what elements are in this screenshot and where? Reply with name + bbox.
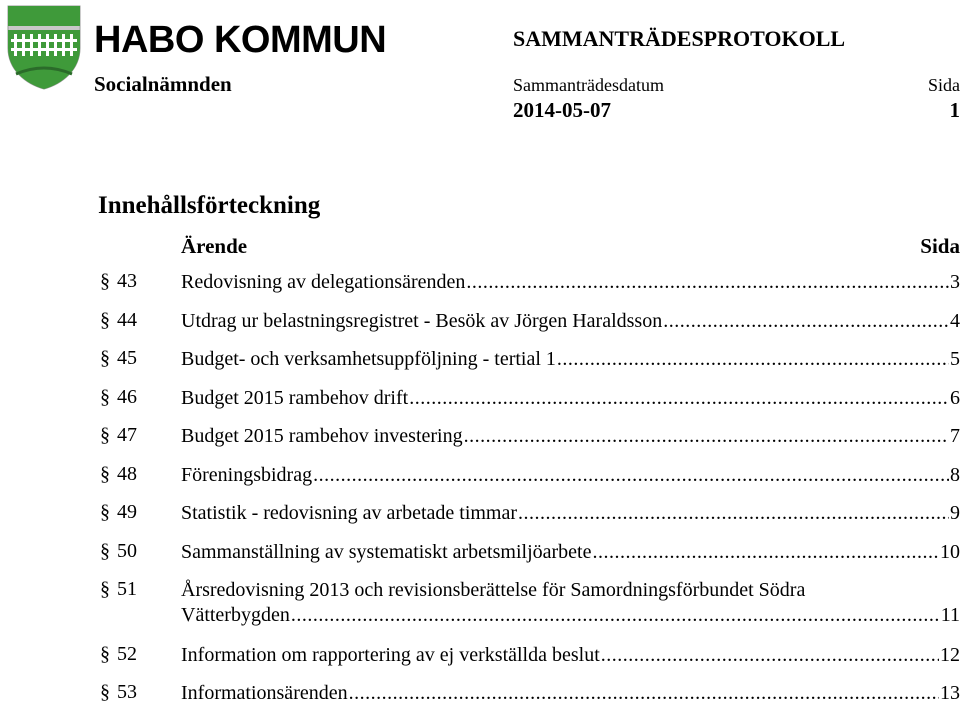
toc-item-title: Vätterbygden	[181, 604, 290, 626]
meeting-date-label: Sammanträdesdatum	[513, 75, 664, 95]
section-symbol: §	[100, 385, 110, 408]
section-symbol: §	[100, 681, 110, 703]
toc-item-title: Budget- och verksamhetsuppföljning - tertial 1	[181, 348, 556, 370]
toc-item-page: 3	[950, 271, 960, 293]
toc-row[interactable]	[0, 681, 960, 720]
toc-item-title: Utdrag ur belastningsregistret - Besök av Jörgen Haraldsson	[181, 309, 663, 332]
toc-item-number: 48	[117, 462, 137, 485]
toc-row[interactable]	[0, 270, 960, 309]
document-header	[0, 0, 960, 130]
section-symbol: §	[100, 424, 110, 446]
department-name: Socialnämnden	[94, 72, 232, 96]
toc-row[interactable]	[0, 463, 960, 502]
toc-item-title: Budget 2015 rambehov drift	[181, 386, 409, 409]
toc-row[interactable]	[0, 540, 960, 579]
section-symbol: §	[100, 642, 110, 665]
meeting-date-value: 2014-05-07	[513, 98, 611, 122]
toc-item-title: Föreningsbidrag	[181, 463, 313, 486]
section-symbol: §	[100, 539, 110, 562]
section-symbol: §	[100, 462, 110, 485]
page-label: Sida	[927, 75, 960, 95]
toc-item-number: 51	[117, 578, 137, 600]
toc-item-number: 47	[117, 424, 137, 446]
dot-leader	[601, 643, 939, 668]
dot-leader	[592, 540, 939, 565]
toc-item-page: 9	[950, 502, 960, 524]
dot-leader	[466, 270, 949, 295]
toc-item-number: 53	[117, 681, 137, 703]
toc-item-number: 44	[117, 308, 137, 331]
dot-leader	[464, 424, 949, 449]
toc-item-page: 13	[940, 682, 960, 704]
toc-item-page: 8	[950, 463, 960, 486]
toc-row[interactable]	[0, 347, 960, 386]
toc-row[interactable]	[0, 309, 960, 348]
section-symbol: §	[100, 501, 110, 523]
dot-leader	[291, 603, 940, 628]
dot-leader	[313, 463, 949, 488]
toc-item-page: 4	[950, 309, 960, 332]
section-symbol: §	[100, 308, 110, 331]
section-symbol: §	[100, 347, 110, 369]
dot-leader	[349, 681, 939, 706]
toc-title: Innehållsförteckning	[98, 192, 321, 219]
brand-name: HABO KOMMUN	[94, 19, 387, 61]
toc-item-title: Information om rapportering av ej verkställda beslut	[181, 643, 600, 666]
toc-item-title: Sammanställning av systematiskt arbetsmiljöarbete	[181, 540, 592, 563]
toc-row[interactable]	[0, 424, 960, 463]
toc-item-page: 10	[940, 540, 960, 563]
toc-item-number: 50	[117, 539, 137, 562]
document-title: SAMMANTRÄDESPROTOKOLL	[513, 26, 846, 51]
toc-item-title: Budget 2015 rambehov investering	[181, 425, 463, 447]
habo-coat-of-arms-icon	[6, 4, 82, 90]
toc-row[interactable]	[0, 578, 960, 643]
toc-item-page: 6	[950, 386, 960, 409]
toc-item-number: 49	[117, 501, 137, 523]
toc-item-page: 5	[950, 348, 960, 370]
toc-row[interactable]	[0, 643, 960, 682]
table-of-contents	[0, 270, 960, 720]
toc-column-item: Ärende	[181, 234, 248, 258]
section-symbol: §	[100, 270, 110, 292]
toc-item-number: 45	[117, 347, 137, 369]
dot-leader	[663, 309, 949, 334]
toc-item-number: 52	[117, 642, 137, 665]
toc-item-number: 43	[117, 270, 137, 292]
toc-item-title: Statistik - redovisning av arbetade timmar	[181, 502, 518, 524]
toc-item-page: 12	[940, 643, 960, 666]
toc-item-page: 7	[950, 425, 960, 447]
toc-column-page: Sida	[920, 234, 960, 258]
page-number: 1	[949, 98, 960, 122]
toc-item-number: 46	[117, 385, 137, 408]
toc-item-title: Informationsärenden	[181, 682, 348, 704]
toc-item-title: Redovisning av delegationsärenden	[181, 271, 466, 293]
dot-leader	[409, 386, 949, 411]
section-symbol: §	[100, 578, 110, 600]
toc-item-title-line1: Årsredovisning 2013 och revisionsberättelse för Samordningsförbundet Södra	[181, 579, 806, 601]
toc-row[interactable]	[0, 501, 960, 540]
dot-leader	[557, 347, 949, 372]
toc-row[interactable]	[0, 386, 960, 425]
toc-item-page: 11	[940, 604, 960, 626]
dot-leader	[518, 501, 949, 526]
